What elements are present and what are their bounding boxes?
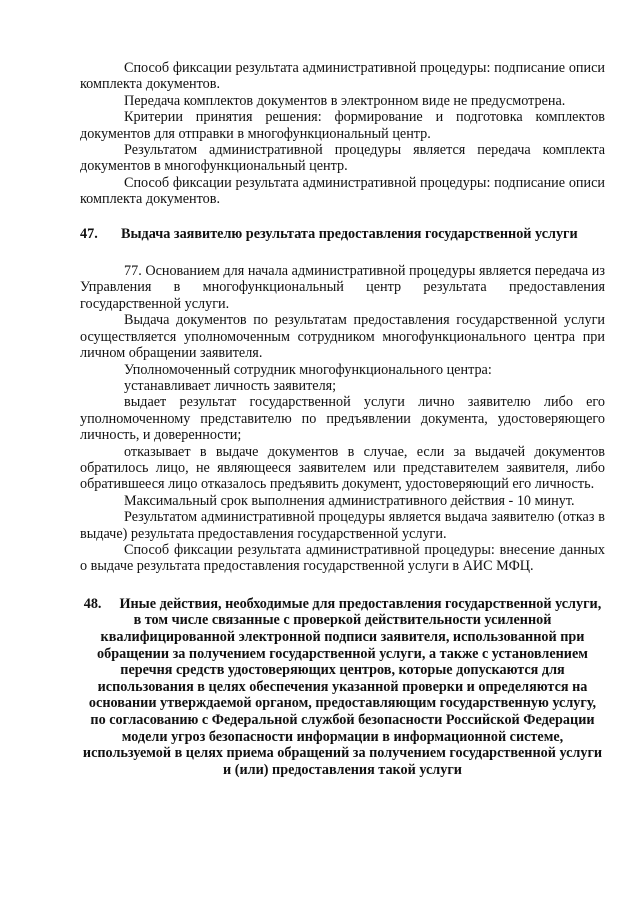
paragraph-electronic-transfer: Передача комплектов документов в электронном виде не предусмотрена. xyxy=(124,92,566,109)
paragraph-issues-result: выдает результат государственной услуги лично заявителю либо его уполномоченному представителю по предъявлении документа, удостоверяющего личность, и доверенности; xyxy=(80,394,605,444)
paragraph-max-time: Максимальный срок выполнения административного действия - 10 минут. xyxy=(124,492,575,509)
section-47-heading xyxy=(80,226,605,242)
paragraph-fixation-method-2: Способ фиксации результата административной процедуры: подписание описи комплекта документов. xyxy=(80,174,605,208)
section-48-title: Иные действия, необходимые для предоставления государственной услуги, в том числе связанные с проверкой действительности усиленной квалифицированной электронной подписи заявителя, использованной при обращении за получением государственной услуги, а также с установлением перечня средств удостоверяющих центров, которые допускаются для использования в целях обеспечения указанной проверки и определяются на основании утверждаемой органом, предоставляющим государственную услугу, по согласованию с Федеральной службой безопасности Российской Федерации модели угроз безопасности информации в информационной системе, используемой в целях приема обращений за получением государственной услуги и (или) предоставления такой услуги xyxy=(82,595,603,778)
paragraph-procedure-result: Результатом административной процедуры является передача комплекта документов в многофункциональный центр. xyxy=(80,142,605,175)
document-body xyxy=(80,60,605,778)
paragraph-employee: Уполномоченный сотрудник многофункционального центра: xyxy=(124,361,492,378)
section-48-heading xyxy=(80,596,605,779)
paragraph-fixation-method: Способ фиксации результата административной процедуры: подписание описи комплекта документов. xyxy=(80,60,605,93)
paragraph-refuses: отказывает в выдаче документов в случае, если за выдачей документов обратилось лицо, не являющееся заявителем или представителем заявителя, либо обратившееся лицо отказалось предъявить документ, удостоверяющий его личность. xyxy=(80,443,605,493)
section-47-title: Выдача заявителю результата предоставления государственной услуги xyxy=(121,225,578,242)
paragraph-fixation-aismfc: Способ фиксации результата административной процедуры: внесение данных о выдаче результата предоставления государственной услуги в АИС МФЦ. xyxy=(80,541,605,575)
paragraph-establishes-identity: устанавливает личность заявителя; xyxy=(124,377,337,394)
paragraph-77-basis: 77. Основанием для начала административной процедуры является передача из Управления в многофункциональный центр результата предоставления государственной услуги. xyxy=(80,263,605,312)
paragraph-issuance: Выдача документов по результатам предоставления государственной услуги осуществляется уполномоченным сотрудником многофункционального центра при личном обращении заявителя. xyxy=(80,312,605,362)
section-47-number: 47. xyxy=(80,225,98,242)
section-48-number: 48. xyxy=(83,595,102,612)
paragraph-decision-criteria: Критерии принятия решения: формирование и подготовка комплектов документов для отправки в многофункциональный центр. xyxy=(80,109,605,142)
paragraph-result-issuance: Результатом административной процедуры является выдача заявителю (отказ в выдаче) результата предоставления государственной услуги. xyxy=(80,509,605,542)
